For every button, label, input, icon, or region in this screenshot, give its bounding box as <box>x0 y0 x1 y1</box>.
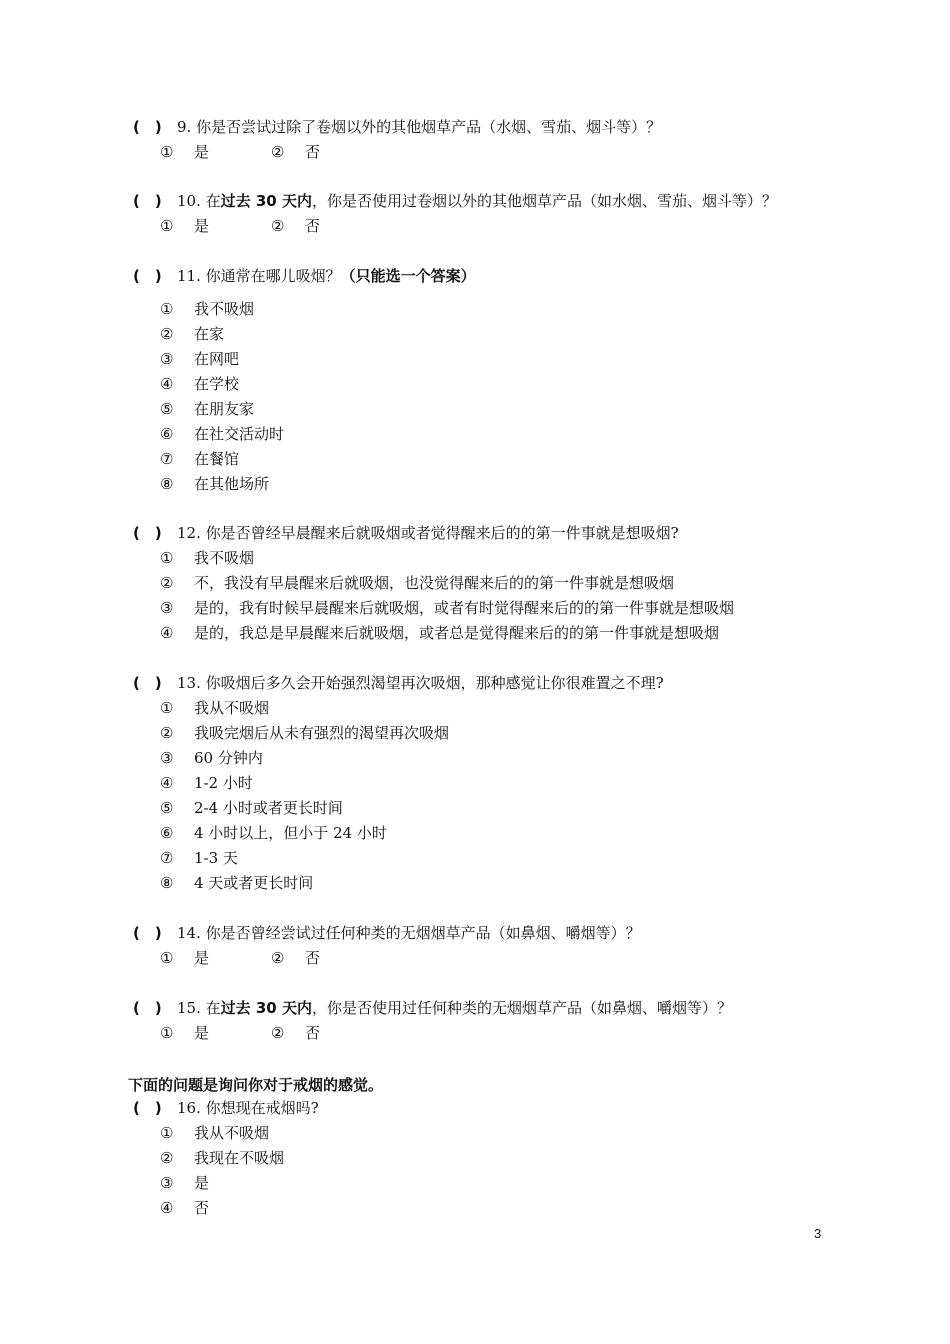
page-number: 3 <box>814 1226 822 1241</box>
answer-parentheses: ( ) <box>133 192 162 210</box>
option-number: ⑥ <box>160 425 174 443</box>
answer-parentheses: ( ) <box>133 924 162 942</box>
question-16 <box>133 1096 319 1121</box>
option-label: 是 <box>194 1024 210 1042</box>
options-row <box>160 946 320 971</box>
question-text-emphasis: 过去 30 天内 <box>220 999 312 1017</box>
option-item <box>160 1196 284 1221</box>
question-text: 9. 你是否尝试过除了卷烟以外的其他烟草产品（水烟、雪茄、烟斗等）？ <box>177 118 662 136</box>
option-item <box>160 1121 284 1146</box>
question-instruction: （只能选一个答案） <box>340 267 476 285</box>
option-label: 4 天或者更长时间 <box>194 874 314 892</box>
option-item <box>160 397 284 422</box>
option-item <box>160 347 284 372</box>
option-label: 我从不吸烟 <box>194 1124 270 1142</box>
option-item <box>160 721 449 746</box>
answer-parentheses: ( ) <box>133 1099 162 1117</box>
option-label: 是 <box>194 143 210 161</box>
option-item <box>160 596 734 621</box>
option-number: ③ <box>160 749 174 767</box>
option-label: 在家 <box>194 325 225 343</box>
option-item <box>160 297 284 322</box>
option-number: ③ <box>160 599 174 617</box>
option-item <box>160 422 284 447</box>
question-13-options <box>160 696 449 896</box>
question-text: 11. 你通常在哪儿吸烟？ <box>177 267 341 285</box>
answer-parentheses: ( ) <box>133 118 162 136</box>
option-item <box>160 1146 284 1171</box>
question-14 <box>133 921 641 946</box>
option-label: 在朋友家 <box>194 400 255 418</box>
question-text-emphasis: 过去 30 天内 <box>220 192 312 210</box>
option-number: ③ <box>160 350 174 368</box>
question-15-options <box>160 1021 320 1046</box>
option-item <box>160 796 449 821</box>
answer-parentheses: ( ) <box>133 267 162 285</box>
option-item <box>160 871 449 896</box>
option-label: 2-4 小时或者更长时间 <box>194 799 343 817</box>
option-label: 否 <box>305 143 321 161</box>
option-item <box>160 1171 284 1196</box>
option-number: ① <box>160 143 174 161</box>
option-label: 1-3 天 <box>194 849 238 867</box>
answer-parentheses: ( ) <box>133 674 162 692</box>
option-number: ② <box>271 143 285 161</box>
option-item <box>160 846 449 871</box>
option-number: ④ <box>160 375 174 393</box>
question-text: 13. 你吸烟后多久会开始强烈渴望再次吸烟，那种感觉让你很难置之不理? <box>177 674 664 692</box>
option-item <box>160 771 449 796</box>
question-9 <box>133 115 661 140</box>
options-row <box>160 214 320 239</box>
option-label: 是 <box>194 217 210 235</box>
question-10-options <box>160 214 320 239</box>
option-item <box>160 821 449 846</box>
option-label: 是 <box>194 1174 210 1192</box>
question-text: 14. 你是否曾经尝试过任何种类的无烟烟草产品（如鼻烟、嚼烟等）？ <box>177 924 641 942</box>
option-number: ② <box>271 217 285 235</box>
option-number: ① <box>160 300 174 318</box>
options-row <box>160 1021 320 1046</box>
option-number: ⑧ <box>160 475 174 493</box>
option-label: 我吸完烟后从未有强烈的渴望再次吸烟 <box>194 724 450 742</box>
option-number: ② <box>160 1149 174 1167</box>
question-11 <box>133 264 476 289</box>
answer-parentheses: ( ) <box>133 524 162 542</box>
question-10 <box>133 189 777 214</box>
question-text: 12. 你是否曾经早晨醒来后就吸烟或者觉得醒来后的的第一件事就是想吸烟? <box>177 524 679 542</box>
option-label: 否 <box>305 217 321 235</box>
option-number: ① <box>160 1024 174 1042</box>
option-label: 我不吸烟 <box>194 300 255 318</box>
option-label: 在其他场所 <box>194 475 270 493</box>
option-label: 在社交活动时 <box>194 425 285 443</box>
question-14-options <box>160 946 320 971</box>
question-text-suffix: ，你是否使用过任何种类的无烟烟草产品（如鼻烟、嚼烟等）？ <box>311 999 732 1017</box>
option-number: ① <box>160 699 174 717</box>
option-number: ① <box>160 949 174 967</box>
option-number: ② <box>160 325 174 343</box>
option-item <box>160 571 734 596</box>
question-text-prefix: 10. 在 <box>177 192 221 210</box>
option-label: 我现在不吸烟 <box>194 1149 285 1167</box>
options-row <box>160 140 320 165</box>
option-label: 是 <box>194 949 210 967</box>
option-item <box>160 447 284 472</box>
option-number: ④ <box>160 624 174 642</box>
option-label: 是的，我总是早晨醒来后就吸烟，或者总是觉得醒来后的的第一件事就是想吸烟 <box>194 624 720 642</box>
option-label: 4 小时以上，但小于 24 小时 <box>194 824 387 842</box>
question-15 <box>133 996 732 1021</box>
option-label: 1-2 小时 <box>194 774 253 792</box>
question-12 <box>133 521 679 546</box>
option-number: ② <box>160 724 174 742</box>
option-label: 是的，我有时候早晨醒来后就吸烟，或者有时觉得醒来后的的第一件事就是想吸烟 <box>194 599 735 617</box>
option-number: ④ <box>160 774 174 792</box>
option-number: ① <box>160 1124 174 1142</box>
option-label: 否 <box>194 1199 210 1217</box>
option-number: ① <box>160 217 174 235</box>
question-13 <box>133 671 664 696</box>
option-number: ② <box>271 949 285 967</box>
option-label: 在网吧 <box>194 350 240 368</box>
question-9-options <box>160 140 320 165</box>
option-number: ⑤ <box>160 799 174 817</box>
option-label: 我不吸烟 <box>194 549 255 567</box>
option-number: ③ <box>160 1174 174 1192</box>
option-item <box>160 372 284 397</box>
option-label: 否 <box>305 1024 321 1042</box>
option-number: ⑤ <box>160 400 174 418</box>
option-label: 不，我没有早晨醒来后就吸烟，也没觉得醒来后的的第一件事就是想吸烟 <box>194 574 675 592</box>
option-number: ① <box>160 549 174 567</box>
option-label: 在学校 <box>194 375 240 393</box>
option-label: 60 分钟内 <box>194 749 263 767</box>
option-number: ② <box>160 574 174 592</box>
option-label: 在餐馆 <box>194 450 240 468</box>
option-item <box>160 322 284 347</box>
question-text-suffix: ，你是否使用过卷烟以外的其他烟草产品（如水烟、雪茄、烟斗等）？ <box>311 192 777 210</box>
question-text: 16. 你想现在戒烟吗? <box>177 1099 319 1117</box>
question-12-options <box>160 546 734 646</box>
option-number: ⑦ <box>160 849 174 867</box>
option-item <box>160 546 734 571</box>
answer-parentheses: ( ) <box>133 999 162 1017</box>
question-text-prefix: 15. 在 <box>177 999 221 1017</box>
option-label: 否 <box>305 949 321 967</box>
option-number: ② <box>271 1024 285 1042</box>
option-item <box>160 696 449 721</box>
option-number: ④ <box>160 1199 174 1217</box>
section-heading: 下面的问题是询问你对于戒烟的感觉。 <box>128 1076 384 1094</box>
option-label: 我从不吸烟 <box>194 699 270 717</box>
question-11-options <box>160 297 284 497</box>
option-item <box>160 472 284 497</box>
option-item <box>160 746 449 771</box>
question-16-options <box>160 1121 284 1221</box>
option-number: ⑧ <box>160 874 174 892</box>
option-number: ⑥ <box>160 824 174 842</box>
option-number: ⑦ <box>160 450 174 468</box>
option-item <box>160 621 734 646</box>
